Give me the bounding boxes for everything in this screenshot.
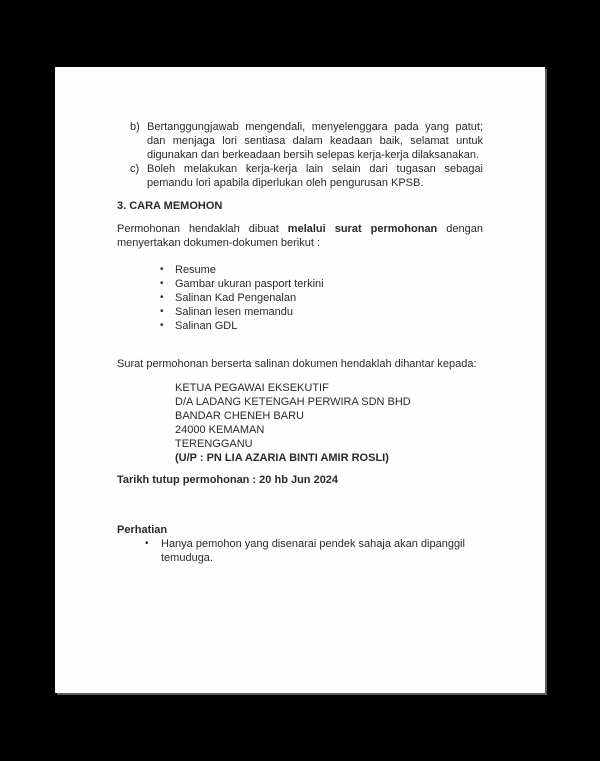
address-line: D/A LADANG KETENGAH PERWIRA SDN BHD [175,396,411,408]
document-page [55,67,545,693]
notice-heading: Perhatian [117,524,168,536]
list-item [117,263,483,277]
duty-item-b [117,120,483,162]
closing-date: Tarikh tutup permohonan : 20 hb Jun 2024 [117,474,339,486]
documents-list [117,263,483,333]
address-block [117,381,483,465]
list-item-text: Salinan Kad Pengenalan [175,292,297,304]
bullet-icon: • [160,264,164,275]
bullet-icon: • [145,538,149,549]
duty-item-c [117,162,483,190]
address-attention-line: (U/P : PN LIA AZARIA BINTI AMIR ROSLI) [175,452,389,464]
address-line: BANDAR CHENEH BARU [175,410,304,422]
address-line: 24000 KEMAMAN [175,424,265,436]
application-paragraph [117,222,483,250]
list-item [117,537,483,565]
send-to-intro: Surat permohonan berserta salinan dokumen hendaklah dihantar kepada: [117,358,477,370]
duty-item-marker: b) [130,121,140,133]
list-item [117,277,483,291]
list-item-text: Resume [175,264,216,276]
paragraph-text: dengan menyertakan dokumen-dokumen berikut : [117,223,483,249]
list-item-text: Gambar ukuran pasport terkini [175,278,324,290]
bullet-icon: • [160,292,164,303]
list-item-text: Hanya pemohon yang disenarai pendek sahaja akan dipanggil temuduga. [161,538,465,564]
list-item [117,319,483,333]
bullet-icon: • [160,306,164,317]
duty-item-marker: c) [130,163,140,175]
paragraph-bold-text: melalui surat permohonan [287,223,438,235]
bullet-icon: • [160,278,164,289]
address-line: KETUA PEGAWAI EKSEKUTIF [175,382,329,394]
duty-item-text: Bertanggungjawab mengendali, menyelenggara pada yang patut; dan menjaga lori sentiasa dalam keadaan baik, selamat untuk digunakan dan berkeadaan bersih selepas kerja-kerja dilaksanakan. [147,121,483,161]
notice-section [117,523,483,565]
bullet-icon: • [160,320,164,331]
address-line: TERENGGANU [175,438,253,450]
duty-item-text: Boleh melakukan kerja-kerja lain selain dari tugasan sebagai pemandu lori apabila diperlukan oleh pengurusan KPSB. [147,163,483,189]
paragraph-text: Permohonan hendaklah dibuat [117,223,288,235]
list-item-text: Salinan GDL [175,320,238,332]
list-item-text: Salinan lesen memandu [175,306,294,318]
section-heading-cara-memohon: 3. CARA MEMOHON [117,200,223,212]
list-item [117,291,483,305]
list-item [117,305,483,319]
document-content [117,120,483,565]
